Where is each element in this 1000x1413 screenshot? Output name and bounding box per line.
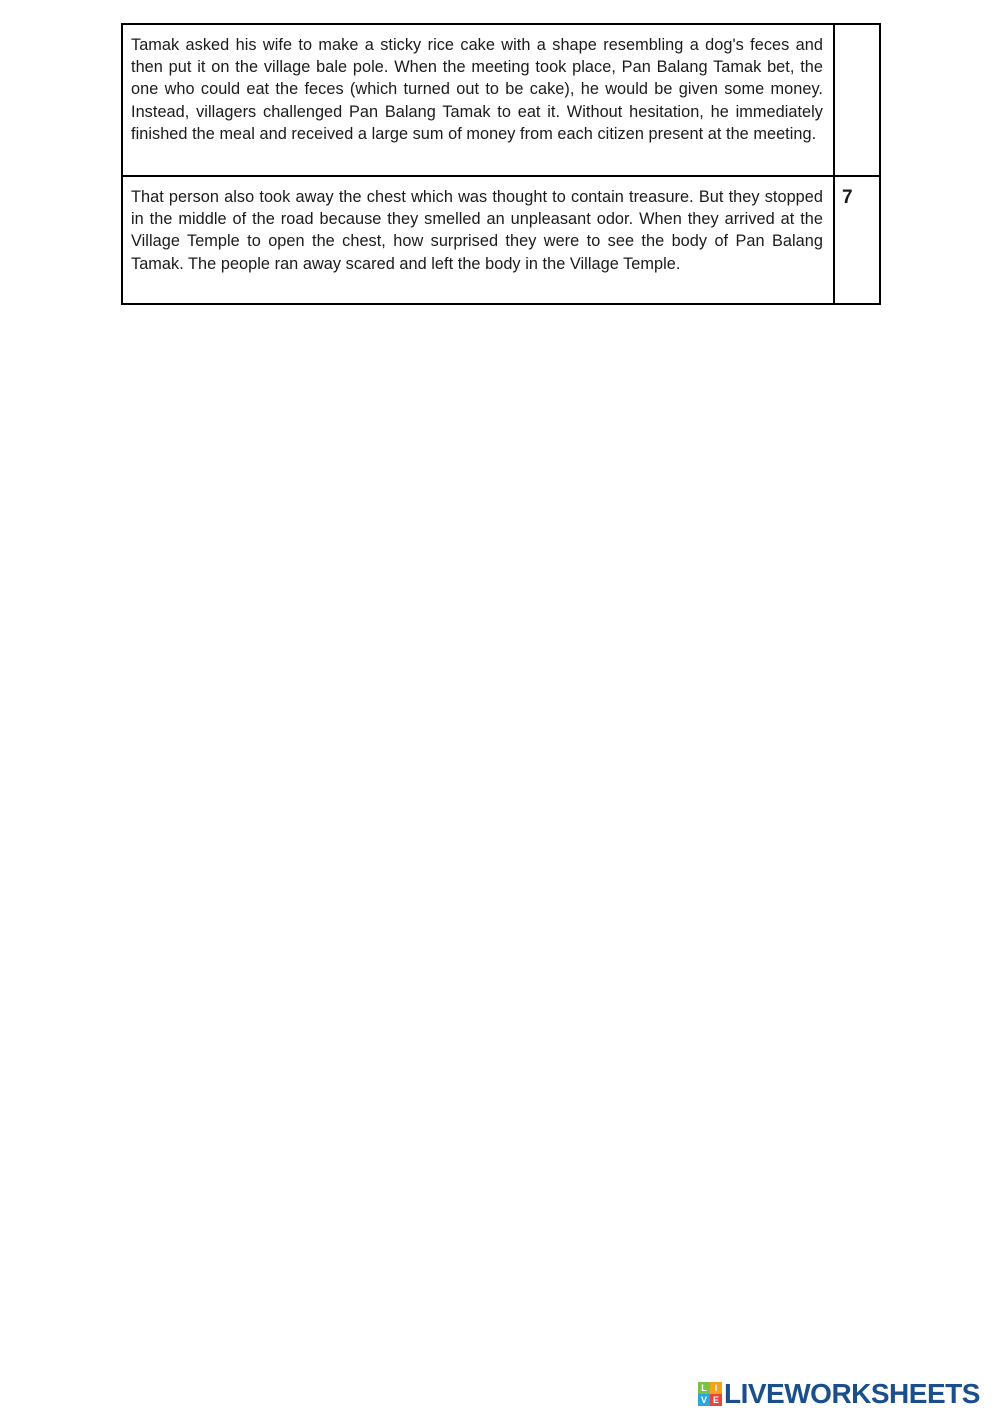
story-text-cell [122, 176, 834, 304]
table-row [122, 24, 880, 176]
liveworksheets-logo-icon: L I V E [698, 1382, 722, 1406]
story-sequence-table [121, 23, 881, 305]
story-paragraph: Tamak asked his wife to make a sticky rice cake with a shape resembling a dog's feces and then put it on the village bale pole. When the meeting took place, Pan Balang Tamak bet, the one who could eat the feces (which turned out to be cake), he would be given some money. Instead, villagers challenged Pan Balang Tamak to eat it. Without hesitation, he immediately finished the meal and received a large sum of money from each citizen present at the meeting. [131, 36, 823, 143]
story-paragraph: That person also took away the chest which was thought to contain treasure. But they stopped in the middle of the road because they smelled an unpleasant odor. When they arrived at the Village Temple to open the chest, how surprised they were to see the body of Pan Balang Tamak. The people ran away scared and left the body in the Village Temple. [131, 188, 823, 273]
order-number-cell[interactable] [834, 176, 880, 304]
story-text-cell [122, 24, 834, 176]
order-number [835, 25, 879, 35]
order-number-cell[interactable] [834, 24, 880, 176]
liveworksheets-brand [698, 1378, 980, 1410]
table-row [122, 176, 880, 304]
order-number: 7 [842, 187, 853, 208]
brand-name: LIVEWORKSHEETS [724, 1378, 980, 1409]
